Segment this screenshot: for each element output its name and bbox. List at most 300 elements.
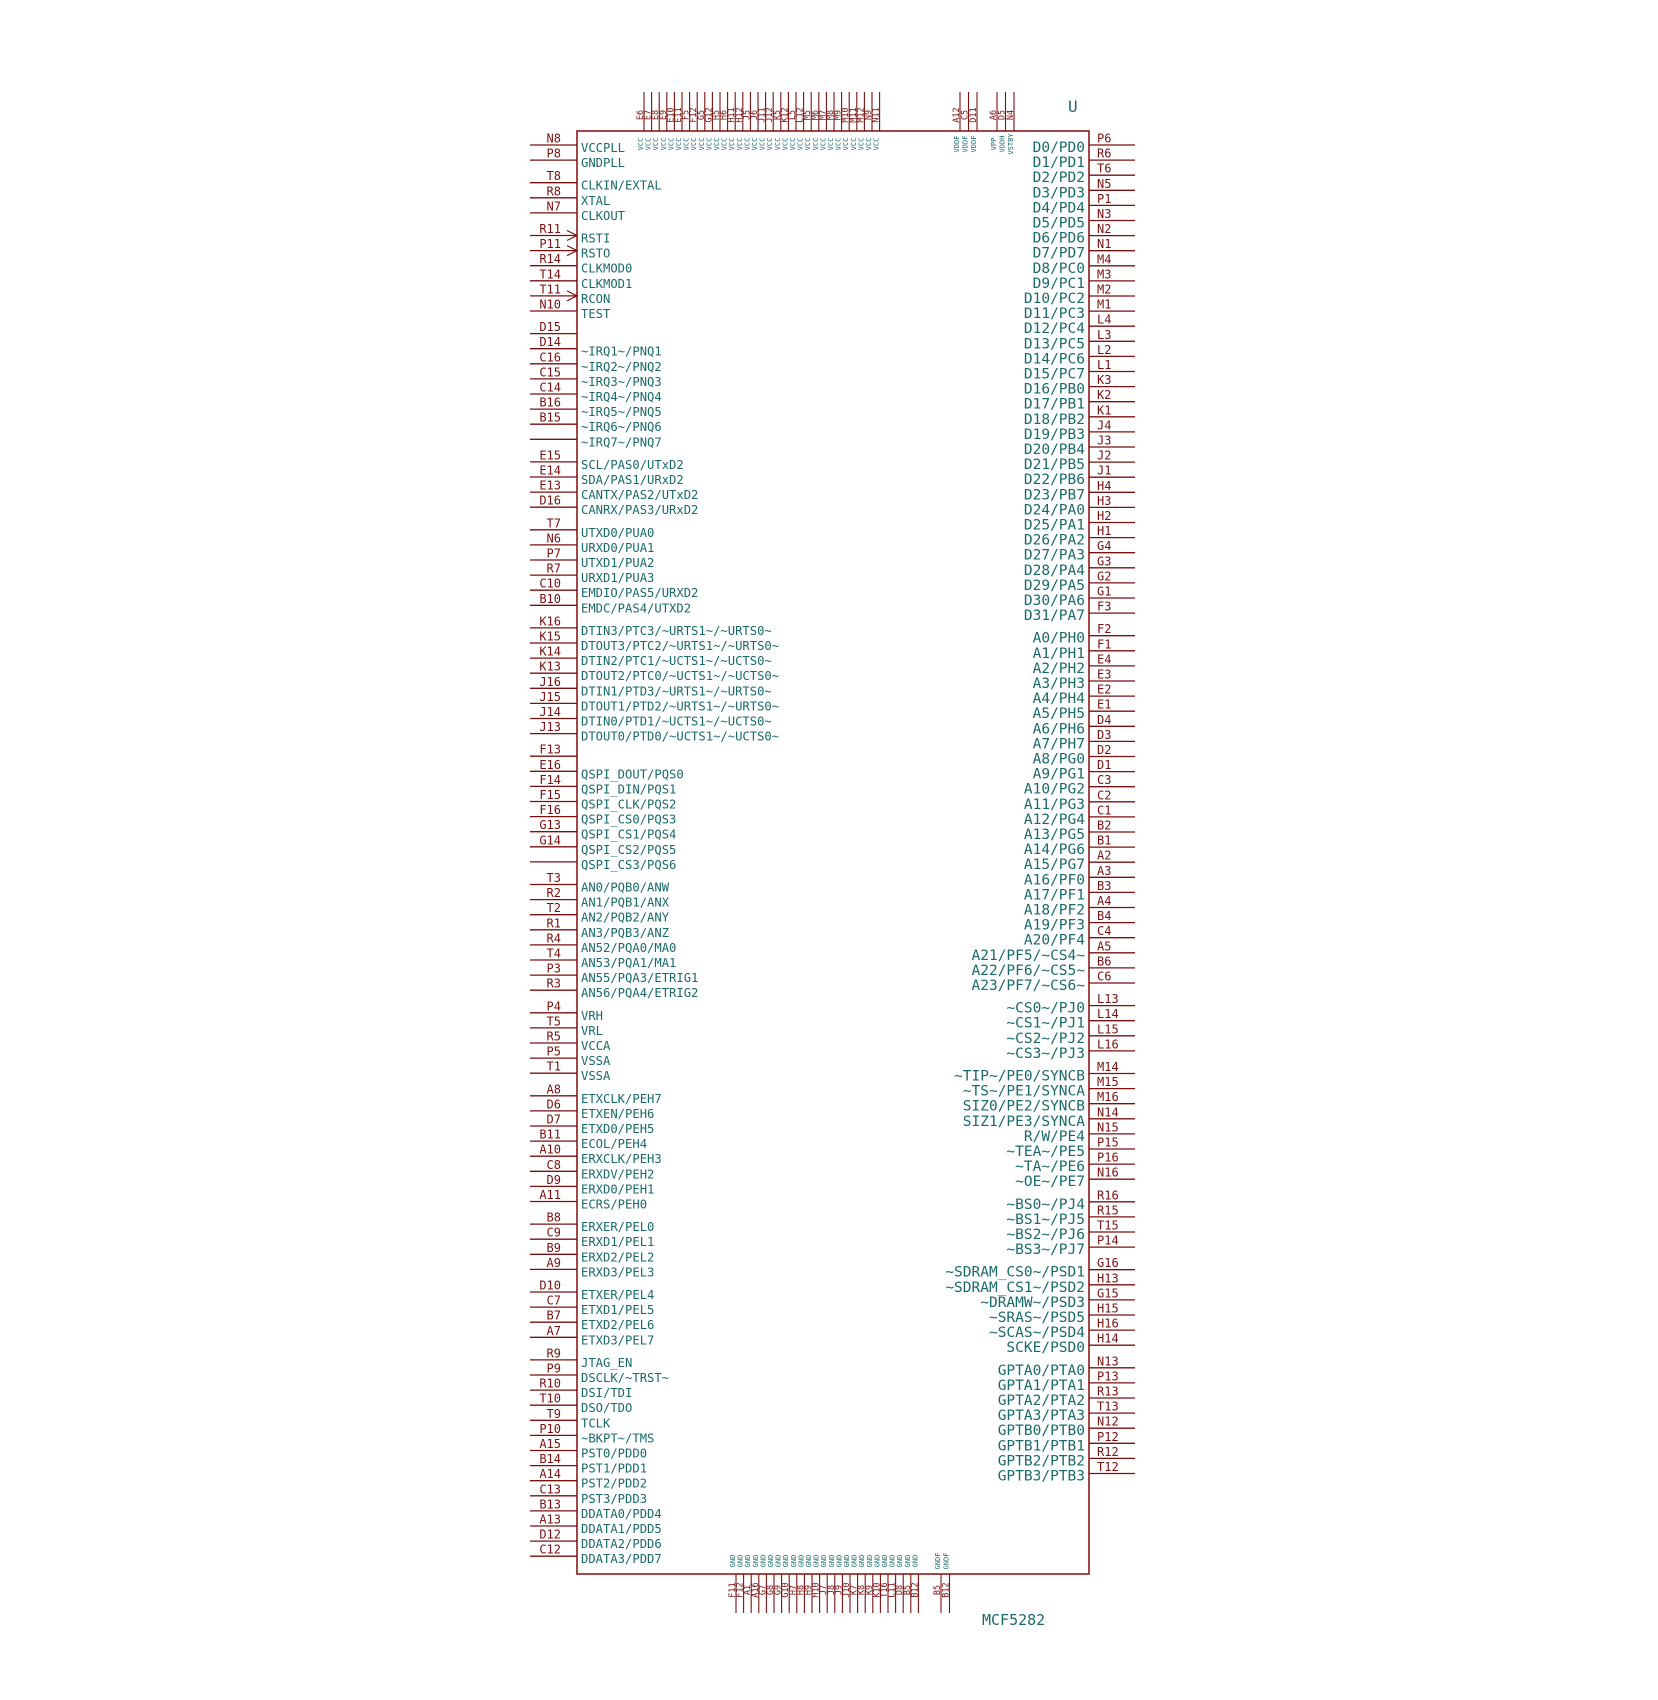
pin-number: A4 — [1097, 894, 1112, 908]
pin-signal: A17/PF1 — [1023, 887, 1085, 904]
pin-number: M7 — [818, 109, 829, 121]
pin-signal: VCC — [720, 137, 729, 151]
pin-number: H12 — [734, 107, 745, 123]
pin-signal: PST3/PDD3 — [581, 1491, 648, 1506]
pin-signal: D22/PB6 — [1023, 472, 1085, 489]
pin-signal: D16/PB0 — [1023, 381, 1085, 398]
pin-number: P1 — [1097, 191, 1112, 206]
pin-number: G15 — [1097, 1286, 1119, 1301]
pin-signal: TCLK — [581, 1416, 611, 1431]
pin-number: M16 — [1097, 1090, 1119, 1105]
pin-number: N13 — [1097, 1354, 1119, 1369]
pin-number: E2 — [1097, 682, 1112, 697]
pin-number: J5 — [742, 109, 753, 121]
pin-number: N14 — [1097, 1105, 1119, 1120]
pin-number: H16 — [1097, 1316, 1119, 1331]
pin-number: J9 — [834, 1584, 845, 1596]
pin-number: R11 — [539, 222, 561, 236]
pin-number: T7 — [546, 516, 561, 531]
pin-number: L1 — [1097, 358, 1112, 372]
pin-number: H14 — [1097, 1331, 1119, 1346]
pin-number: L11 — [887, 1582, 898, 1598]
pin-number: L4 — [1097, 312, 1112, 327]
pin-number: A6 — [989, 109, 999, 121]
pin-number: J4 — [1097, 418, 1112, 433]
pin-number: L3 — [1097, 327, 1112, 342]
pin-number: N1 — [1097, 237, 1112, 252]
pin-signal: ERXER/PEL0 — [581, 1220, 655, 1235]
pin-number: T4 — [546, 946, 561, 961]
pin-signal: SIZ1/PE3/SYNCA — [962, 1113, 1085, 1130]
pin-signal: QSPI_CLK/PQS2 — [581, 797, 677, 812]
pin-number: M2 — [1097, 282, 1112, 297]
pin-signal: GNDF — [934, 1552, 942, 1570]
pin-number: P4 — [546, 999, 561, 1014]
pin-number: B14 — [539, 1452, 561, 1467]
pin-signal: VCCPLL — [581, 141, 626, 155]
pin-signal: VCC — [697, 137, 706, 151]
pin-signal: RSTI — [581, 231, 611, 246]
pin-number: P13 — [1097, 1369, 1119, 1384]
pin-signal: GND — [797, 1554, 806, 1568]
pin-number: F13 — [539, 742, 561, 757]
pin-number: F5 — [681, 109, 692, 121]
pin-number: G1 — [1097, 584, 1112, 599]
pin-number: B12 — [941, 1582, 952, 1598]
reference-designator: U — [1068, 97, 1078, 116]
pin-number: H5 — [712, 109, 722, 121]
pin-signal: D21/PB5 — [1023, 457, 1085, 474]
pin-signal: GND — [835, 1554, 844, 1568]
pin-number: N11 — [871, 107, 882, 123]
pin-number: M4 — [1097, 252, 1112, 267]
pin-number: C2 — [1097, 788, 1112, 803]
pin-number: N16 — [1097, 1165, 1119, 1180]
pin-number: D2 — [1097, 743, 1112, 757]
pin-number: G8 — [766, 1584, 776, 1596]
pin-signal: GND — [774, 1554, 783, 1568]
pin-number: A2 — [1097, 848, 1112, 863]
pin-signal: D10/PC2 — [1023, 291, 1085, 307]
pin-number: M9 — [833, 109, 844, 121]
pin-signal: A2/PH2 — [1032, 660, 1085, 677]
pin-number: C8 — [546, 1157, 561, 1172]
pin-signal: AN56/PQA4/ETRIG2 — [581, 986, 699, 1001]
pin-number: B10 — [539, 591, 561, 606]
pin-signal: VRL — [581, 1023, 604, 1038]
pin-signal: D30/PA6 — [1023, 593, 1085, 609]
pin-number: A9 — [546, 1255, 561, 1270]
pin-signal: ~SDRAM_CS1~/PSD2 — [945, 1279, 1085, 1296]
pin-signal: GND — [789, 1554, 798, 1568]
pin-number: R10 — [539, 1376, 561, 1391]
pin-signal: A14/PG6 — [1023, 842, 1085, 859]
pin-signal: ~IRQ1~/PNQ1 — [581, 344, 662, 359]
pin-number: G4 — [1097, 539, 1112, 554]
pin-number: N12 — [1097, 1414, 1119, 1429]
pin-number: T8 — [546, 169, 561, 184]
pin-number: J6 — [750, 109, 760, 121]
pin-number: C15 — [539, 365, 561, 380]
pin-signal: TEST — [581, 307, 611, 321]
pin-signal: ~TS~/PE1/SYNCA — [962, 1083, 1085, 1100]
pin-number: R8 — [546, 184, 561, 199]
pin-signal: PST2/PDD2 — [581, 1476, 648, 1491]
pin-number: C6 — [1097, 969, 1112, 984]
pin-signal: ~IRQ3~/PNQ3 — [581, 374, 662, 389]
pin-signal: CLKMOD0 — [581, 261, 633, 276]
pin-signal: ERXD2/PEL2 — [581, 1250, 655, 1265]
pin-number: G16 — [1097, 1256, 1119, 1271]
pin-number: C14 — [539, 380, 561, 395]
pin-number: D5 — [997, 109, 1008, 121]
pin-number: B11 — [539, 1127, 561, 1142]
pin-signal: A4/PH4 — [1032, 691, 1085, 708]
pin-number: G9 — [773, 1584, 784, 1596]
pin-signal: RSTO — [581, 246, 611, 261]
pin-number: B5 — [933, 1584, 943, 1596]
pin-signal: ~SRAS~/PSD5 — [988, 1310, 1085, 1326]
pin-number: E1 — [1097, 697, 1112, 712]
pin-number: A7 — [546, 1323, 561, 1338]
pin-number: R3 — [546, 976, 561, 991]
pin-signal: AN52/PQA0/MA0 — [581, 940, 677, 955]
pin-number: P3 — [546, 961, 561, 976]
pin-signal: DSCLK/~TRST~ — [581, 1371, 670, 1385]
pin-signal: GPTB1/PTB1 — [997, 1438, 1085, 1455]
pin-number: D15 — [539, 320, 561, 335]
pin-number: C3 — [1097, 773, 1112, 788]
pin-number: F12 — [735, 1582, 746, 1598]
pin-signal: VCC — [766, 137, 775, 151]
pin-signal: A6/PH6 — [1032, 721, 1085, 738]
pin-signal: AN55/PQA3/ETRIG1 — [581, 971, 699, 986]
pin-signal: D31/PA7 — [1023, 608, 1085, 625]
pin-number: H4 — [1097, 478, 1112, 493]
pin-number: T5 — [546, 1014, 561, 1029]
pin-number: H13 — [1097, 1271, 1119, 1286]
pin-signal: D29/PA5 — [1023, 577, 1085, 594]
pin-number: F14 — [539, 772, 561, 787]
pin-signal: VCC — [758, 137, 767, 151]
pin-signal: ~CS0~/PJ0 — [1006, 1000, 1085, 1017]
pin-number: M6 — [810, 109, 821, 121]
pin-signal: D4/PD4 — [1032, 200, 1085, 217]
pin-signal: XTAL — [581, 193, 611, 208]
pin-number: D10 — [539, 1278, 561, 1293]
pin-number: E8 — [651, 109, 662, 121]
pin-signal: A9/PG1 — [1032, 766, 1085, 783]
pin-signal: D15/PC7 — [1023, 366, 1085, 383]
pin-number: N8 — [546, 131, 561, 146]
pin-number: D11 — [969, 107, 979, 123]
pin-signal: ETXD1/PEL5 — [581, 1303, 655, 1318]
pin-number: A16 — [750, 1582, 761, 1598]
pin-number: R12 — [1097, 1444, 1119, 1459]
pin-signal: ~IRQ5~/PNQ5 — [581, 405, 662, 420]
pin-number: A1 — [743, 1584, 754, 1596]
pin-number: K10 — [872, 1582, 883, 1598]
pin-number: A13 — [539, 1512, 561, 1527]
pin-number: T16 — [880, 1582, 890, 1598]
pin-number: M15 — [1097, 1075, 1119, 1090]
pin-number: T1 — [546, 1059, 561, 1074]
pin-signal: DTIN1/PTD3/~URTS1~/~URTS0~ — [581, 684, 772, 699]
pin-number: K12 — [780, 107, 791, 123]
pin-number: M12 — [856, 107, 867, 123]
pin-number: P10 — [539, 1421, 561, 1436]
pin-number: P16 — [1097, 1150, 1119, 1165]
pin-signal: GPTB3/PTB3 — [997, 1468, 1085, 1485]
pin-number: J10 — [842, 1582, 852, 1598]
pin-signal: D28/PA4 — [1023, 562, 1085, 579]
pin-signal: VCC — [804, 137, 813, 151]
pin-signal: CANRX/PAS3/URxD2 — [581, 503, 699, 518]
pin-signal: VCC — [735, 137, 744, 151]
pin-number: L15 — [1097, 1022, 1119, 1037]
pin-signal: ~OE~/PE7 — [1015, 1174, 1085, 1191]
pin-signal: GND — [744, 1554, 753, 1568]
pin-signal: GND — [820, 1554, 829, 1568]
pin-number: E9 — [658, 109, 669, 121]
pin-signal: ~IRQ2~/PNQ2 — [581, 359, 662, 374]
pin-number: E4 — [1097, 652, 1112, 667]
pin-signal: GPTA1/PTA1 — [997, 1377, 1085, 1394]
pin-signal: GND — [805, 1554, 813, 1568]
pin-number: B5 — [902, 1584, 913, 1596]
pin-number: D1 — [1097, 758, 1112, 773]
pin-number: H9 — [804, 1584, 814, 1596]
pin-signal: D27/PA3 — [1023, 547, 1085, 564]
pin-signal: A10/PG2 — [1023, 781, 1085, 798]
pin-signal: GPTA3/PTA3 — [997, 1408, 1085, 1425]
pin-number: H2 — [1097, 509, 1112, 523]
pin-number: F16 — [539, 803, 561, 818]
pin-signal: D5/PD5 — [1032, 215, 1085, 232]
pin-signal: QSPI_DOUT/PQS0 — [581, 767, 684, 782]
pin-number: A8 — [546, 1082, 561, 1097]
pin-signal: VCC — [789, 137, 797, 151]
pin-layer — [530, 92, 1135, 1613]
pin-signal: ~TEA~/PE5 — [1006, 1144, 1085, 1160]
pin-signal: VCC — [751, 137, 759, 151]
pin-number: H3 — [1097, 493, 1112, 508]
pin-number: G14 — [539, 833, 561, 848]
pin-signal: VCC — [819, 137, 828, 151]
pin-number: K14 — [539, 644, 561, 659]
pin-signal: QSPI_CS2/PQS5 — [581, 842, 677, 857]
pin-number: H15 — [1097, 1301, 1119, 1316]
pin-number: H7 — [788, 1584, 799, 1596]
pin-number: M3 — [1097, 267, 1112, 282]
pin-signal: D17/PB1 — [1023, 396, 1085, 413]
pin-number: R4 — [546, 931, 561, 946]
pin-number: C16 — [539, 350, 561, 365]
pin-number: E13 — [539, 478, 561, 493]
pin-number: D16 — [539, 493, 561, 508]
pin-number: N7 — [546, 199, 561, 214]
pin-signal: GND — [759, 1554, 768, 1568]
pin-signal: AN2/PQB2/ANY — [581, 910, 670, 925]
pin-signal: DDATA2/PDD6 — [581, 1537, 662, 1552]
pin-number: P5 — [546, 1044, 561, 1059]
pin-number: R7 — [546, 561, 561, 576]
pin-signal: A11/PG3 — [1023, 796, 1085, 813]
pin-number: N4 — [1006, 109, 1016, 121]
pin-signal: ETXD0/PEH5 — [581, 1122, 655, 1136]
pin-signal: A12/PG4 — [1023, 811, 1085, 828]
pin-number: P9 — [546, 1361, 561, 1376]
pin-number: K5 — [772, 109, 783, 121]
pin-signal: AN0/PQB0/ANW — [581, 880, 670, 895]
pin-signal: UTXD1/PUA2 — [581, 556, 655, 570]
pin-number: J15 — [539, 689, 561, 704]
pin-signal: A16/PF0 — [1023, 872, 1085, 889]
pin-number: E15 — [539, 448, 561, 463]
pin-signal: ETXD2/PEL6 — [581, 1318, 655, 1333]
pin-signal: GND — [888, 1554, 897, 1568]
pin-number: C1 — [1097, 803, 1112, 818]
pin-number: D12 — [539, 1527, 561, 1542]
pin-signal: DDATA3/PDD7 — [581, 1552, 662, 1567]
pin-signal: DTOUT0/PTD0/~UCTS1~/~UCTS0~ — [581, 729, 780, 744]
pin-number: D7 — [546, 1112, 561, 1127]
pin-signal: GNDF — [942, 1552, 951, 1570]
pin-signal: VCC — [827, 137, 835, 151]
pin-number: B12 — [910, 1582, 921, 1598]
pin-signal: JTAG_EN — [581, 1355, 633, 1370]
pin-signal: VDDF — [970, 135, 978, 153]
pin-signal: VCC — [811, 137, 820, 151]
pin-signal: D24/PA0 — [1023, 502, 1085, 519]
pin-number: J3 — [1097, 433, 1112, 448]
pin-signal: ERXCLK/PEH3 — [581, 1152, 662, 1167]
pin-signal: A23/PF7/~CS6~ — [971, 978, 1085, 994]
pin-signal: DDATA1/PDD5 — [581, 1522, 662, 1536]
pin-number: T11 — [539, 282, 561, 297]
pin-number: R9 — [546, 1346, 561, 1361]
pin-signal: GPTA2/PTA2 — [997, 1393, 1085, 1409]
pin-signal: D7/PD7 — [1032, 245, 1085, 262]
pin-number: R1 — [546, 916, 561, 931]
pin-number: E10 — [666, 107, 677, 123]
pin-signal: GND — [736, 1554, 745, 1568]
pin-signal: VDDF — [953, 135, 961, 153]
pin-number: C5 — [960, 109, 971, 121]
pin-signal: VDDF — [961, 135, 970, 153]
pin-signal: ~DRAMW~/PSD3 — [980, 1294, 1085, 1311]
pin-signal: SDA/PAS1/URxD2 — [581, 473, 684, 487]
pin-signal: DSO/TDO — [581, 1401, 633, 1416]
pin-signal: GND — [843, 1554, 851, 1568]
pin-number: K9 — [864, 1584, 875, 1596]
pin-number: D9 — [546, 1172, 561, 1187]
pin-signal: CANTX/PAS2/UTxD2 — [581, 488, 699, 503]
pin-signal: VCC — [743, 137, 752, 151]
pin-number: F3 — [1097, 599, 1112, 614]
pin-signal: A1/PH1 — [1032, 645, 1085, 662]
pin-signal: ~CS2~/PJ2 — [1006, 1030, 1085, 1047]
pin-number: D6 — [546, 1097, 561, 1112]
pin-number: E6 — [636, 109, 646, 121]
pin-signal: SCL/PAS0/UTxD2 — [581, 457, 684, 472]
pin-number: T10 — [539, 1391, 561, 1406]
pin-number: M14 — [1097, 1060, 1119, 1074]
pin-number: T3 — [546, 871, 561, 885]
pin-number: G3 — [1097, 554, 1112, 569]
pin-number: C9 — [546, 1225, 561, 1240]
pin-signal: A20/PF4 — [1023, 932, 1085, 949]
pin-signal: VCC — [849, 137, 858, 151]
pin-number: D8 — [895, 1584, 906, 1596]
pin-signal: D23/PB7 — [1023, 487, 1085, 504]
pin-signal: GND — [865, 1554, 874, 1568]
pin-number: A11 — [539, 1188, 561, 1202]
pin-number: R15 — [1097, 1203, 1119, 1218]
pin-signal: D26/PA2 — [1023, 532, 1085, 549]
pin-signal: D11/PC3 — [1023, 306, 1085, 323]
pin-signal: QSPI_CS1/PQS4 — [581, 827, 677, 842]
pin-number: A15 — [539, 1437, 561, 1451]
pin-number: N3 — [1097, 207, 1112, 221]
pin-signal: D12/PC4 — [1023, 321, 1085, 338]
pin-number: K3 — [1097, 373, 1112, 388]
pin-signal: ~TIP~/PE0/SYNCB — [954, 1068, 1085, 1085]
pin-number: B4 — [1097, 909, 1112, 924]
pin-number: C7 — [546, 1293, 561, 1308]
pin-number: G13 — [539, 818, 561, 833]
pin-number: B6 — [1097, 954, 1112, 969]
pin-number: B7 — [546, 1308, 561, 1323]
pin-number: N2 — [1097, 222, 1112, 237]
pin-signal: SCKE/PSD0 — [1006, 1340, 1085, 1357]
pin-number: A12 — [952, 107, 962, 123]
pin-signal: VCCA — [581, 1039, 611, 1053]
pin-signal: D3/PD3 — [1032, 185, 1085, 202]
pin-signal: ~IRQ4~/PNQ4 — [581, 390, 662, 404]
pin-number: A10 — [539, 1142, 561, 1157]
pin-number: K2 — [1097, 388, 1112, 403]
pin-signal: GND — [767, 1554, 775, 1568]
pin-number: T9 — [546, 1406, 561, 1421]
pin-signal: D1/PD1 — [1032, 155, 1085, 172]
pin-signal: VRH — [581, 1008, 604, 1023]
pin-signal: VCC — [781, 137, 790, 151]
pin-signal: VCC — [644, 137, 653, 151]
pin-signal: ETXEN/PEH6 — [581, 1106, 655, 1121]
pin-number: K7 — [849, 1584, 860, 1596]
pin-number: P8 — [546, 146, 561, 161]
pin-signal: ~BS2~/PJ6 — [1006, 1227, 1085, 1243]
pin-signal: VCC — [652, 137, 661, 151]
pin-signal: VCC — [865, 137, 873, 151]
pin-number: M1 — [1097, 297, 1112, 312]
pin-signal: A19/PF3 — [1023, 917, 1085, 934]
pin-signal: EMDC/PAS4/UTXD2 — [581, 601, 692, 616]
pin-number: T6 — [1097, 161, 1112, 176]
pin-signal: CLKIN/EXTAL — [581, 178, 662, 193]
pin-number: F12 — [689, 107, 700, 123]
pin-signal: A0/PH0 — [1032, 630, 1085, 647]
pin-number: K13 — [539, 659, 561, 674]
pin-signal: VCC — [857, 137, 866, 151]
pin-signal: GND — [873, 1554, 882, 1568]
pin-number: R2 — [546, 886, 561, 901]
pin-signal: ~SDRAM_CS0~/PSD1 — [945, 1264, 1085, 1281]
pin-number: A14 — [539, 1467, 561, 1482]
pin-signal: VSSA — [581, 1054, 611, 1069]
pin-signal: ~IRQ6~/PNQ6 — [581, 420, 662, 435]
